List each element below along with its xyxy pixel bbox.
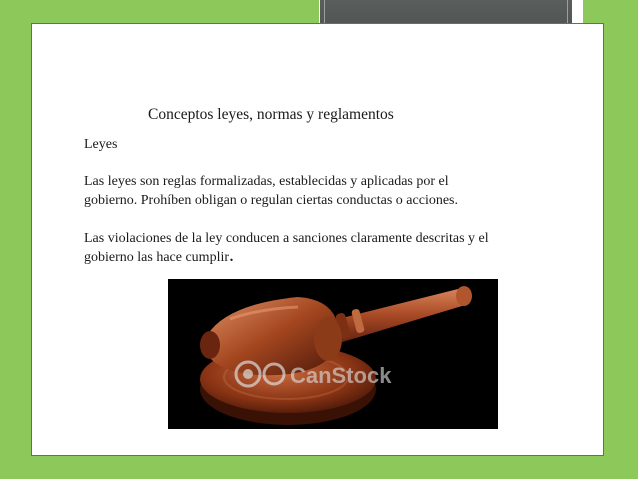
- paragraph-definition-line-1: Las leyes son reglas formalizadas, establecidas y aplicadas por el: [84, 174, 449, 189]
- paragraph-violations-line-2-text: gobierno las hace cumplir: [84, 250, 230, 265]
- paragraph-definition-line-2: gobierno. Prohíben obligan o regulan ciertas conductas o acciones.: [84, 193, 458, 208]
- watermark-text: CanStock: [290, 363, 392, 388]
- paragraph-violations-line-2: [84, 244, 489, 267]
- gavel-icon: [168, 279, 498, 429]
- gavel-photo: [168, 279, 498, 429]
- section-heading: Leyes: [84, 137, 118, 152]
- paragraph-end-period: .: [229, 244, 235, 266]
- paragraph-violations: [84, 229, 489, 267]
- slide-title: Conceptos leyes, normas y reglamentos: [148, 106, 394, 123]
- paragraph-violations-line-1: Las violaciones de la ley conducen a sanciones claramente descritas y el: [84, 231, 489, 246]
- paragraph-definition: [84, 172, 458, 210]
